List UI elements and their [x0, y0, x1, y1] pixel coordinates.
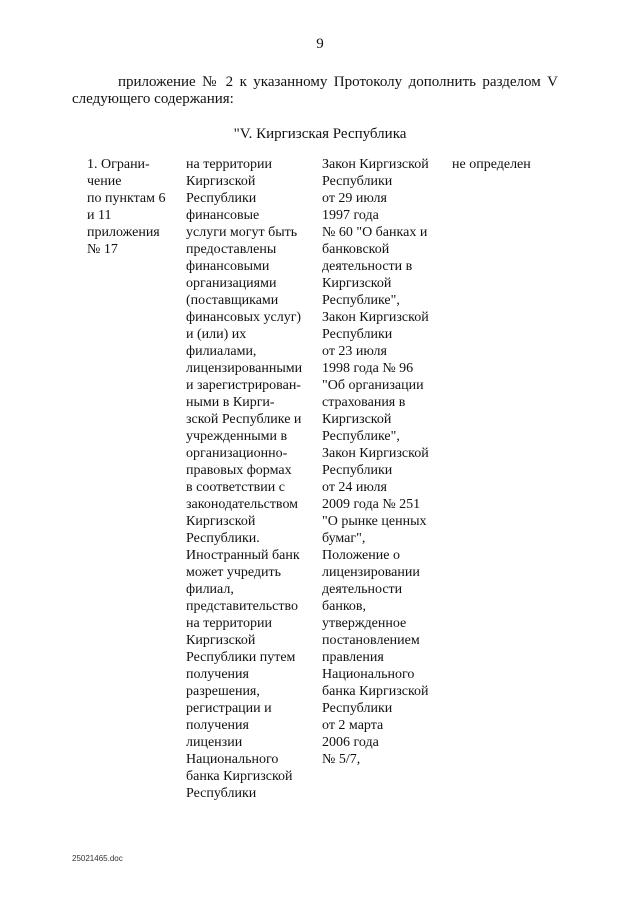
- footer-filename: 25021465.doc: [72, 854, 123, 863]
- legal-basis-cell: Закон Киргизской Республики от 29 июля 1997 года № 60 "О банках и банковской деятельности в Киргизской Республике", Закон Киргизской Республики от 23 июля 1998 года № 96 "Об организации страхования в Киргизской Республике", Закон Киргизской Республики от 24 июля 2009 года № 251 "О рынке ценных бумаг", Положение о лицензировании деятельности банков, утвержденное постановлением правления Национального банка Киргизской Республики от 2 марта 2006 года № 5/7,: [322, 157, 429, 767]
- intro-line-2: следующего содержания:: [72, 91, 234, 107]
- term-cell: не определен: [452, 157, 531, 172]
- section-title: "V. Киргизская Республика: [233, 126, 407, 142]
- page-number: 9: [316, 36, 324, 52]
- intro-paragraph: [72, 74, 558, 108]
- intro-line-1: приложение № 2 к указанному Протоколу дополнить разделом V: [118, 74, 558, 90]
- restriction-cell: 1. Ограни- чение по пунктам 6 и 11 приложения № 17: [87, 157, 166, 257]
- description-cell: на территории Киргизской Республики финансовые услуги могут быть предоставлены финансовыми организациями (поставщиками финансовых услуг) и (или) их филиалами, лицензированными и зарегистрирован- ными в Кирги- зской Республике и учрежденными в организационно- правовых формах в соответствии с законодательством Киргизской Республики. Иностранный банк может учредить филиал, представительство на территории Киргизской Республики путем получения разрешения, регистрации и получения лицензии Национального банка Киргизской Республики: [186, 157, 303, 801]
